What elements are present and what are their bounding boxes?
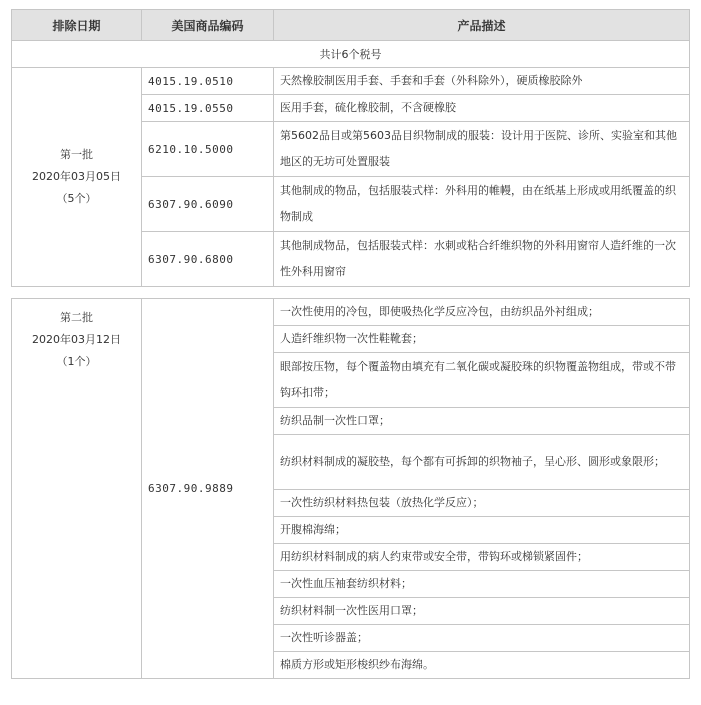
product-description: 其他制成物品，包括服装式样：水刺或粘合纤维织物的外科用窗帘人造纤维的一次性外科用窗帘 (274, 232, 690, 287)
exclusion-table-batch2 (11, 298, 690, 679)
commodity-code: 6307.90.6090 (142, 177, 274, 232)
commodity-code: 6307.90.9889 (142, 299, 274, 679)
product-description: 眼部按压物，每个覆盖物由填充有二氧化碳或凝胶珠的织物覆盖物组成，带或不带钩环扣带； (274, 353, 690, 408)
product-description: 天然橡胶制医用手套、手套和手套（外科除外），硬质橡胶除外 (274, 68, 690, 95)
header-code: 美国商品编码 (142, 10, 274, 41)
batch2-cell (12, 299, 142, 679)
product-description: 其他制成的物品，包括服装式样：外科用的帷幔，由在纸基上形成或用纸覆盖的织物制成 (274, 177, 690, 232)
product-description: 医用手套，硫化橡胶制，不含硬橡胶 (274, 95, 690, 122)
batch1-name: 第一批 (60, 148, 93, 161)
total-count: 共计6个税号 (12, 41, 690, 68)
commodity-code: 6307.90.6800 (142, 232, 274, 287)
product-description: 用纺织材料制成的病人约束带或安全带，带钩环或梯锁紧固件； (274, 544, 690, 571)
table-row (12, 299, 690, 326)
commodity-code: 4015.19.0550 (142, 95, 274, 122)
batch1-count: （5个） (56, 192, 97, 205)
product-description: 纺织材料制一次性医用口罩； (274, 598, 690, 625)
batch2-date: 2020年03月12日 (32, 333, 121, 346)
header-date: 排除日期 (12, 10, 142, 41)
commodity-code: 4015.19.0510 (142, 68, 274, 95)
batch1-cell (12, 68, 142, 287)
table-row (12, 68, 690, 95)
product-description: 纺织品制一次性口罩； (274, 408, 690, 435)
product-description: 一次性听诊器盖； (274, 625, 690, 652)
batch1-date: 2020年03月05日 (32, 170, 121, 183)
table-header-row (12, 10, 690, 41)
total-row (12, 41, 690, 68)
batch2-count: （1个） (56, 355, 97, 368)
batch2-name: 第二批 (60, 311, 93, 324)
header-description: 产品描述 (274, 10, 690, 41)
product-description: 第5602品目或第5603品目织物制成的服装：设计用于医院、诊所、实验室和其他地区的无坊可处置服装 (274, 122, 690, 177)
commodity-code: 6210.10.5000 (142, 122, 274, 177)
product-description: 纺织材料制成的凝胶垫，每个都有可拆卸的织物袖子，呈心形、圆形或象限形； (274, 435, 690, 490)
product-description: 开腹棉海绵； (274, 517, 690, 544)
product-description: 棉质方形或矩形梭织纱布海绵。 (274, 652, 690, 679)
exclusion-table-batch1 (11, 9, 690, 287)
product-description: 一次性血压袖套纺织材料； (274, 571, 690, 598)
product-description: 一次性使用的冷包，即使吸热化学反应冷包，由纺织品外衬组成； (274, 299, 690, 326)
product-description: 人造纤维织物一次性鞋靴套； (274, 326, 690, 353)
product-description: 一次性纺织材料热包装（放热化学反应）； (274, 490, 690, 517)
